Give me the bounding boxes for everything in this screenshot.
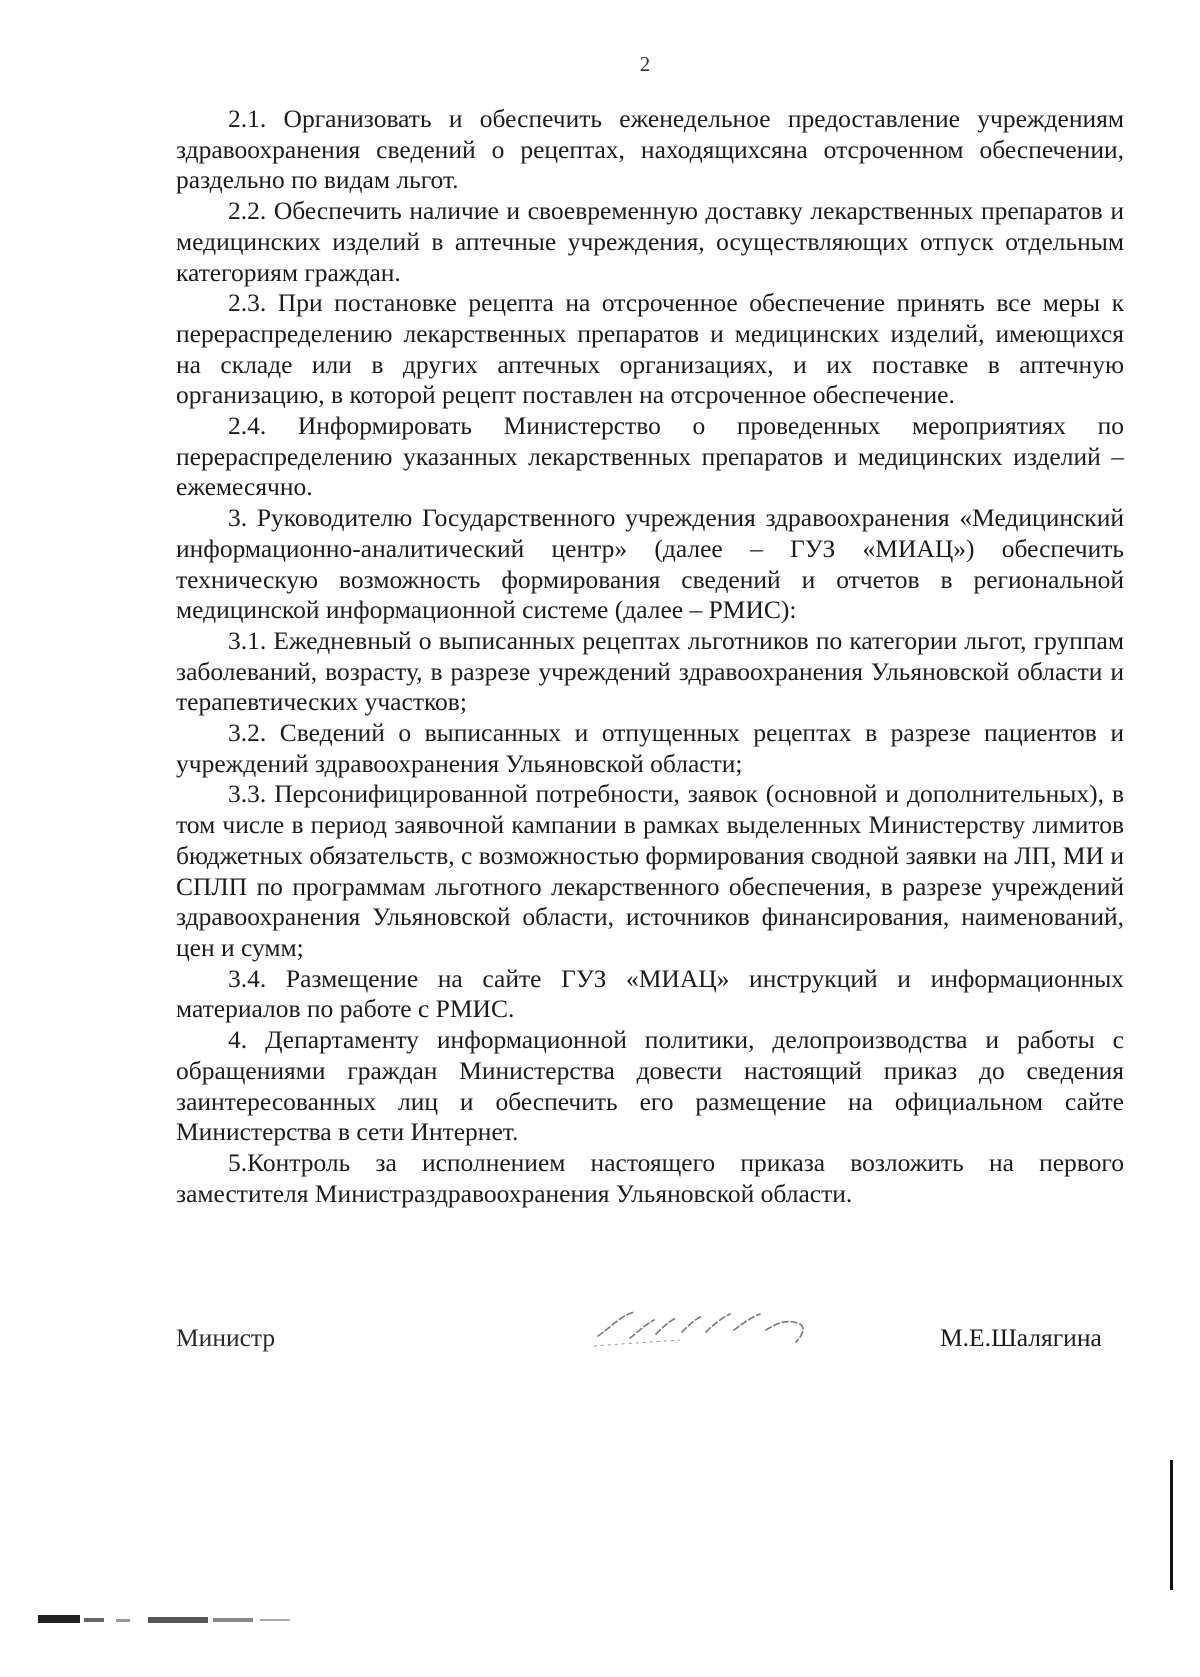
paragraph-3: 3. Руководителю Государственного учреждения здравоохранения «Медицинский информационно-аналитический центр» (далее – ГУЗ «МИАЦ») обеспечить техническую возможность формирования сведений и отчетов в региональной медицинской информационной системе (далее – РМИС): <box>176 503 1124 625</box>
paragraph-2-4: 2.4. Информировать Министерство о проведенных мероприятиях по перераспределению указанных лекарственных препаратов и медицинских изделий – ежемесячно. <box>176 411 1124 502</box>
paragraph-3-4: 3.4. Размещение на сайте ГУЗ «МИАЦ» инструкций и информационных материалов по работе с РМИС. <box>176 963 1124 1024</box>
paragraph-2-2: 2.2. Обеспечить наличие и своевременную доставку лекарственных препаратов и медицинских изделий в аптечные учреждения, осуществляющих отпуск отдельным категориям граждан. <box>176 196 1124 287</box>
paragraph-3-2: 3.2. Сведений о выписанных и отпущенных рецептах в разрезе пациентов и учреждений здравоохранения Ульяновской области; <box>176 718 1124 778</box>
scan-margin-line <box>1170 1460 1173 1590</box>
paragraph-5: 5.Контроль за исполнением настоящего приказа возложить на первого заместителя Министраздравоохранения Ульяновской области. <box>176 1147 1124 1208</box>
paragraph-3-3: 3.3. Персонифицированной потребности, заявок (основной и дополнительных), в том числе в период заявочной кампании в рамках выделенных Министерству лимитов бюджетных обязательств, с возможностью формирования сводной заявки на ЛП, МИ и СПЛП по программам льготного лекарственного обеспечения, в разрезе учреждений здравоохранения Ульяновской области, источников финансирования, наименований, цен и сумм; <box>176 779 1124 962</box>
paragraph-3-1: 3.1. Ежедневный о выписанных рецептах льготников по категории льгот, группам заболеваний, возрасту, в разрезе учреждений здравоохранения Ульяновской области и терапевтических участков; <box>176 625 1124 717</box>
signer-title: Министр <box>176 1323 276 1352</box>
paragraph-2-3: 2.3. При постановке рецепта на отсроченное обеспечение принять все меры к перераспределению лекарственных препаратов и медицинских изделий, имеющихся на складе или в других аптечных организациях, и их поставке в аптечную организацию, в которой рецепт поставлен на отсроченное обеспечение. <box>176 288 1124 410</box>
document-body <box>176 104 1124 1209</box>
page-number: 2 <box>639 52 651 76</box>
paragraph-2-1: 2.1. Организовать и обеспечить еженедельное предоставление учреждениям здравоохранения сведений о рецептах, находящихсяна отсроченном обеспечении, раздельно по видам льгот. <box>176 104 1124 195</box>
signer-name: М.Е.Шалягина <box>940 1323 1102 1352</box>
handwritten-signature <box>590 1298 830 1358</box>
paragraph-4: 4. Департаменту информационной политики, делопроизводства и работы с обращениями граждан Министерства довести настоящий приказ до сведения заинтересованных лиц и обеспечить его размещение на официальном сайте Министерства в сети Интернет. <box>176 1025 1124 1147</box>
scan-artifact <box>38 1612 308 1626</box>
